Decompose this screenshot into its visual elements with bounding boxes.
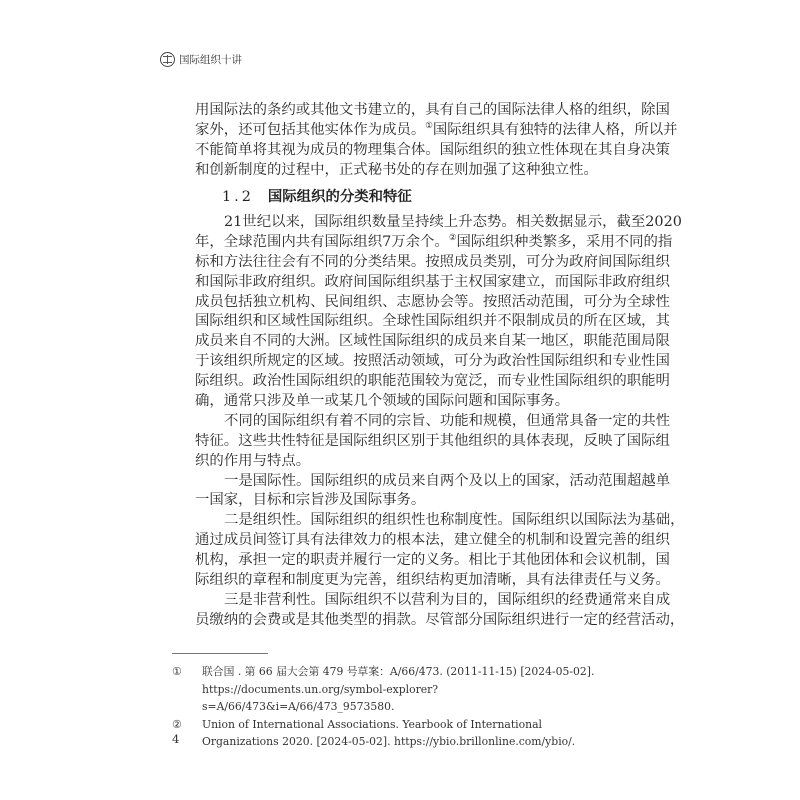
text-run: 21世纪以来，国际组织数量呈持续上升态势。相关数据显示，截至2020 (224, 214, 682, 230)
page-number: 4 (172, 732, 180, 746)
text-run: 成员包括独立机构、民间组织、志愿协会等。按照活动范围，可分为全球性 (195, 293, 670, 310)
footnote-1 (172, 663, 612, 716)
text-line (195, 611, 685, 631)
text-line (195, 551, 670, 571)
text-run: 年，全球范围内共有国际组织7万余个。 (195, 233, 449, 250)
text-run: 国际组织种类繁多，采用不同的指 (456, 233, 673, 250)
paragraph (195, 591, 685, 631)
footnotes (172, 663, 612, 751)
text-run: 标和方法往往会有不同的分类结果。按照成员类别，可分为政府间国际组织 (195, 253, 670, 270)
text-run: 于该组织所规定的区域。按照活动领域，可分为政治性国际组织和专业性国 (195, 353, 670, 370)
text-run: 不同的国际组织有着不同的宗旨、功能和规模，但通常具备一定的共性 (224, 412, 671, 429)
text-line (195, 452, 603, 472)
text-line (195, 253, 670, 273)
text-line (195, 273, 670, 293)
text-line (195, 141, 670, 161)
text-line (195, 352, 670, 372)
text-line (195, 232, 673, 253)
text-run: 和国际非政府组织。政府间国际组织基于主权国家建立，而国际非政府组织 (195, 273, 670, 290)
text-run: 特征。这些共性特征是国际组织区别于其他组织的具体表现，反映了国际组 (195, 432, 670, 449)
text-line (195, 161, 603, 181)
text-line (195, 293, 670, 313)
paragraph (195, 101, 678, 181)
text-run: 用国际法的条约或其他文书建立的，具有自己的国际法律人格的组织，除国 (195, 102, 670, 118)
text-run: 际组织的章程和制度更为完善，组织结构更加清晰，具有法律责任与义务。 (195, 572, 670, 589)
section-title: 国际组织的分类和特征 (267, 188, 412, 205)
footnote-text: Union of International Associations. Yearbook of International Organizations 2020. [2024-05-02]. https://ybio.brillonline.com/ybio/. (202, 717, 576, 748)
text-line (195, 472, 671, 492)
footnote-reference: ② (448, 232, 457, 243)
text-line (195, 372, 670, 392)
text-line (195, 332, 670, 352)
text-run: 三是非营利性。国际组织不以营利为目的，国际组织的经费通常来自成 (224, 591, 671, 608)
text-run: 一是国际性。国际组织的成员来自两个及以上的国家，活动范围超越单 (224, 472, 671, 489)
text-run: 家外，还可包括其他实体作为成员。 (195, 121, 426, 138)
text-line (195, 491, 603, 511)
section-heading (222, 187, 412, 207)
text-run: 通过成员间签订具有法律效力的根本法，建立健全的机制和设置完善的组织 (195, 532, 670, 549)
footnote-mark: ② (172, 717, 182, 731)
text-run: 和创新制度的过程中，正式秘书处的存在则加强了这种独立性。 (195, 161, 598, 178)
text-line (195, 213, 682, 233)
running-head-title: 国际组织十讲 (179, 54, 242, 66)
text-line (195, 511, 685, 531)
text-line (195, 120, 678, 141)
book-series-logo-icon (160, 52, 175, 67)
text-line (195, 571, 670, 591)
paragraph (195, 412, 671, 472)
text-run: 际组织。政治性国际组织的职能范围较为宽泛，而专业性国际组织的职能明 (195, 373, 670, 390)
text-run: 成员来自不同的大洲。区域性国际组织的成员来自某一地区，职能范围局限 (195, 333, 670, 350)
text-run: 织的作用与特点。 (195, 452, 311, 469)
text-line (195, 531, 670, 551)
footnote-mark: ① (172, 665, 182, 678)
footnote-reference: ① (425, 120, 433, 131)
footnote-2 (172, 716, 612, 751)
footnote-text: 联合国 . 第 66 届大会第 479 号草案：A/66/473. (2011-11-15) [2024-05-02]. https://documents.un.org/symbol-explorer?s=A/66/473&i=A/66/473_9573580. (202, 665, 595, 713)
text-run: 国际组织和区域性国际组织。全球性国际组织并不限制成员的所在区域，其 (195, 313, 670, 330)
text-line (195, 101, 670, 121)
text-line (195, 412, 671, 432)
paragraph (195, 213, 682, 412)
text-line (195, 591, 671, 611)
running-head (160, 52, 242, 67)
text-run: 确，通常只涉及单一或某几个领域的国际问题和国际事务。 (195, 393, 570, 410)
text-run: 员缴纳的会费或是其他类型的捐款。尽管部分国际组织进行一定的经营活动， (195, 611, 685, 628)
text-run: 不能简单将其视为成员的物理集合体。国际组织的独立性体现在其自身决策 (195, 141, 670, 158)
section-number: 1.2 (222, 189, 254, 205)
paragraph (195, 472, 671, 512)
text-run: 一国家，目标和宗旨涉及国际事务。 (195, 492, 426, 509)
text-run: 机构，承担一定的职责并履行一定的义务。相比于其他团体和会议机制，国 (195, 552, 670, 569)
text-line (195, 432, 670, 452)
text-line (195, 312, 670, 332)
text-run: 二是组织性。国际组织的组织性也称制度性。国际组织以国际法为基础， (224, 512, 685, 529)
body-text-main (195, 213, 685, 631)
paragraph (195, 511, 685, 591)
footnote-divider (172, 653, 268, 654)
text-run: 国际组织具有独特的法律人格，所以并 (432, 121, 678, 138)
body-text-top (195, 101, 678, 181)
text-line (195, 392, 603, 412)
